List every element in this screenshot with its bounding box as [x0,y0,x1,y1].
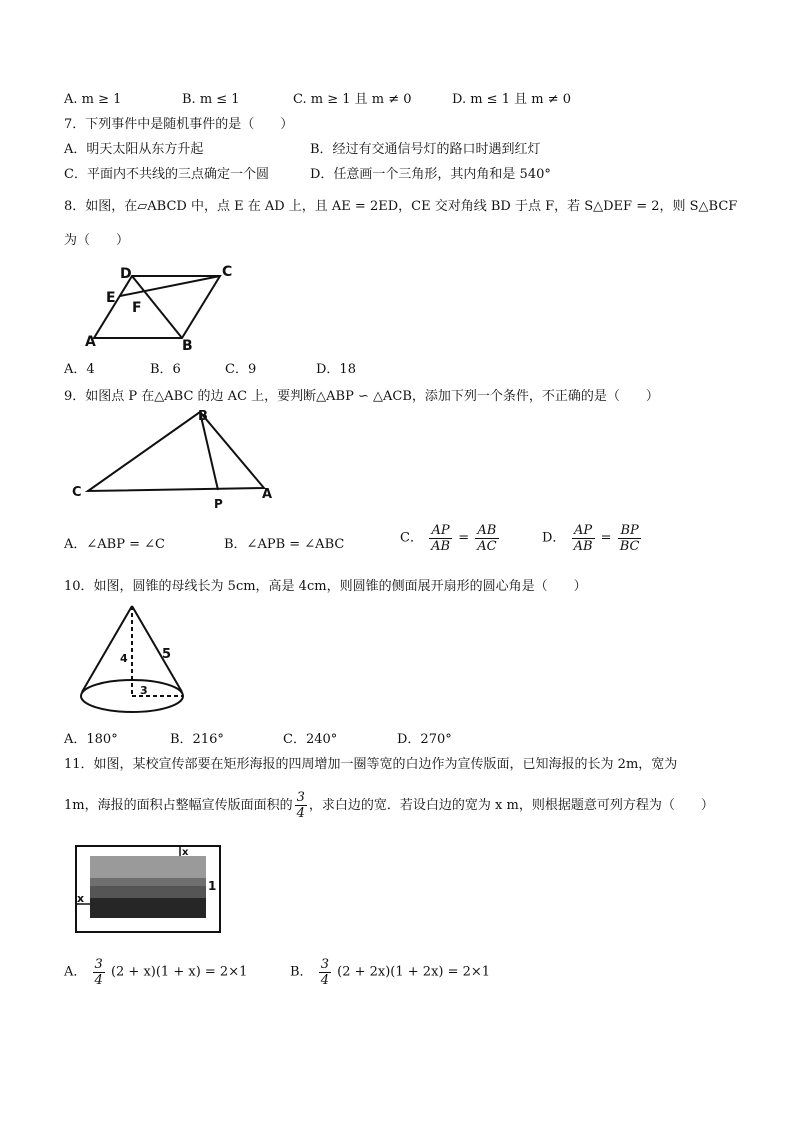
label-x-top: x [182,847,189,858]
q11-option-b-prefix: B． [290,964,313,980]
q11-fraction: $\frac{3}{4}$ [296,790,305,821]
q10-option-b: B．216° [170,732,224,747]
q10-option-c: C．240° [283,732,338,747]
q9-option-c-prefix: C． [400,530,423,546]
q9-option-c: C． $\frac{AP}{AB}$ = $\frac{AB}{AC}$ [400,523,497,554]
q8-option-a: A．4 [64,362,95,377]
label-one: 1 [208,879,217,893]
q8-option-c: C．9 [225,362,257,377]
label-p: P [214,497,223,510]
q8-option-b: B．6 [150,362,181,377]
q9-c-fraction-2: $\frac{AB}{AC}$ [477,523,497,554]
q11-option-a-prefix: A． [64,964,87,980]
q7-option-b: B．经过有交通信号灯的路口时遇到红灯 [310,142,541,157]
q7-option-d: D．任意画一个三角形，其内角和是 540° [310,167,551,182]
q6-option-a: A. m ≥ 1 [64,92,122,107]
label-c: C [222,264,233,280]
q9-option-d: D． $\frac{AP}{AB}$ = $\frac{BP}{BC}$ [542,523,640,554]
label-c: C [72,485,82,500]
q11-option-b-expression: (2 + 2x)(1 + 2x) = 2×1 [337,964,491,980]
triangle-abc [88,412,264,491]
label-a: A [85,334,96,350]
q10-stem: 10．如图，圆锥的母线长为 5cm，高是 4cm，则圆锥的侧面展开扇形的圆心角是（ ） [64,579,587,594]
q9-option-d-prefix: D． [542,530,566,546]
q11-a-fraction: $\frac{3}{4}$ [94,957,103,988]
q7-option-c: C．平面内不共线的三点确定一个圆 [64,167,269,182]
label-f: F [132,300,142,316]
q7-stem: 7．下列事件中是随机事件的是（ ） [64,117,294,132]
label-height: 4 [120,652,128,665]
q11-stem-continued [64,790,714,822]
q8-stem: 8．如图，在▱ABCD 中，点 E 在 AD 上，且 AE = 2ED，CE 交对角线 BD 于点 F，若 S△DEF = 2，则 S△BCF [64,199,738,214]
label-a: A [262,487,273,502]
q9-d-fraction-1: $\frac{AP}{AB}$ [573,523,593,554]
q6-option-c: C. m ≥ 1 且 m ≠ 0 [293,92,412,107]
q10-option-d: D．270° [397,732,452,747]
q6-option-d: D. m ≤ 1 且 m ≠ 0 [452,92,571,107]
poster-figure [70,840,226,936]
q9-option-b: B．∠APB = ∠ABC [224,537,345,552]
cone-left-edge [82,606,132,692]
q9-stem: 9．如图点 P 在△ABC 的边 AC 上，要判断△ABP ∽ △ACB，添加下列一个条件，不正确的是（ ） [64,389,659,404]
q11-option-b [290,957,490,988]
label-slant: 5 [162,647,172,662]
label-x-left: x [77,892,85,905]
parallelogram-figure [80,260,250,352]
q11-option-a-expression: (2 + x)(1 + x) = 2×1 [110,964,248,980]
q9-c-fraction-1: $\frac{AP}{AB}$ [431,523,451,554]
cone-figure [76,602,190,718]
label-b: B [198,409,208,424]
q7-option-a: A．明天太阳从东方升起 [64,142,204,157]
label-b: B [182,338,193,352]
q11-stem-post: ，求白边的宽．若设白边的宽为 x m，则根据题意可列方程为（ ） [308,798,714,813]
q8-stem-continued: 为（ ） [64,233,130,248]
q9-option-a: A．∠ABP = ∠C [64,537,165,552]
q6-option-b: B. m ≤ 1 [182,92,240,107]
q11-b-fraction: $\frac{3}{4}$ [320,957,329,988]
q10-option-a: A．180° [64,732,118,747]
label-e: E [106,290,116,306]
q11-stem: 11．如图，某校宣传部要在矩形海报的四周增加一圈等宽的白边作为宣传版面，已知海报的长为 2m，宽为 [64,757,678,772]
q9-d-fraction-2: $\frac{BP}{BC}$ [619,523,640,554]
label-d: D [120,266,132,282]
triangle-figure [66,408,282,510]
q8-option-d: D．18 [316,362,356,377]
q11-stem-pre: 1m，海报的面积占整幅宣传版面面积的 [64,798,293,813]
cone-slant-edge [132,606,182,692]
label-radius: 3 [140,684,148,697]
q11-option-a [64,957,247,988]
